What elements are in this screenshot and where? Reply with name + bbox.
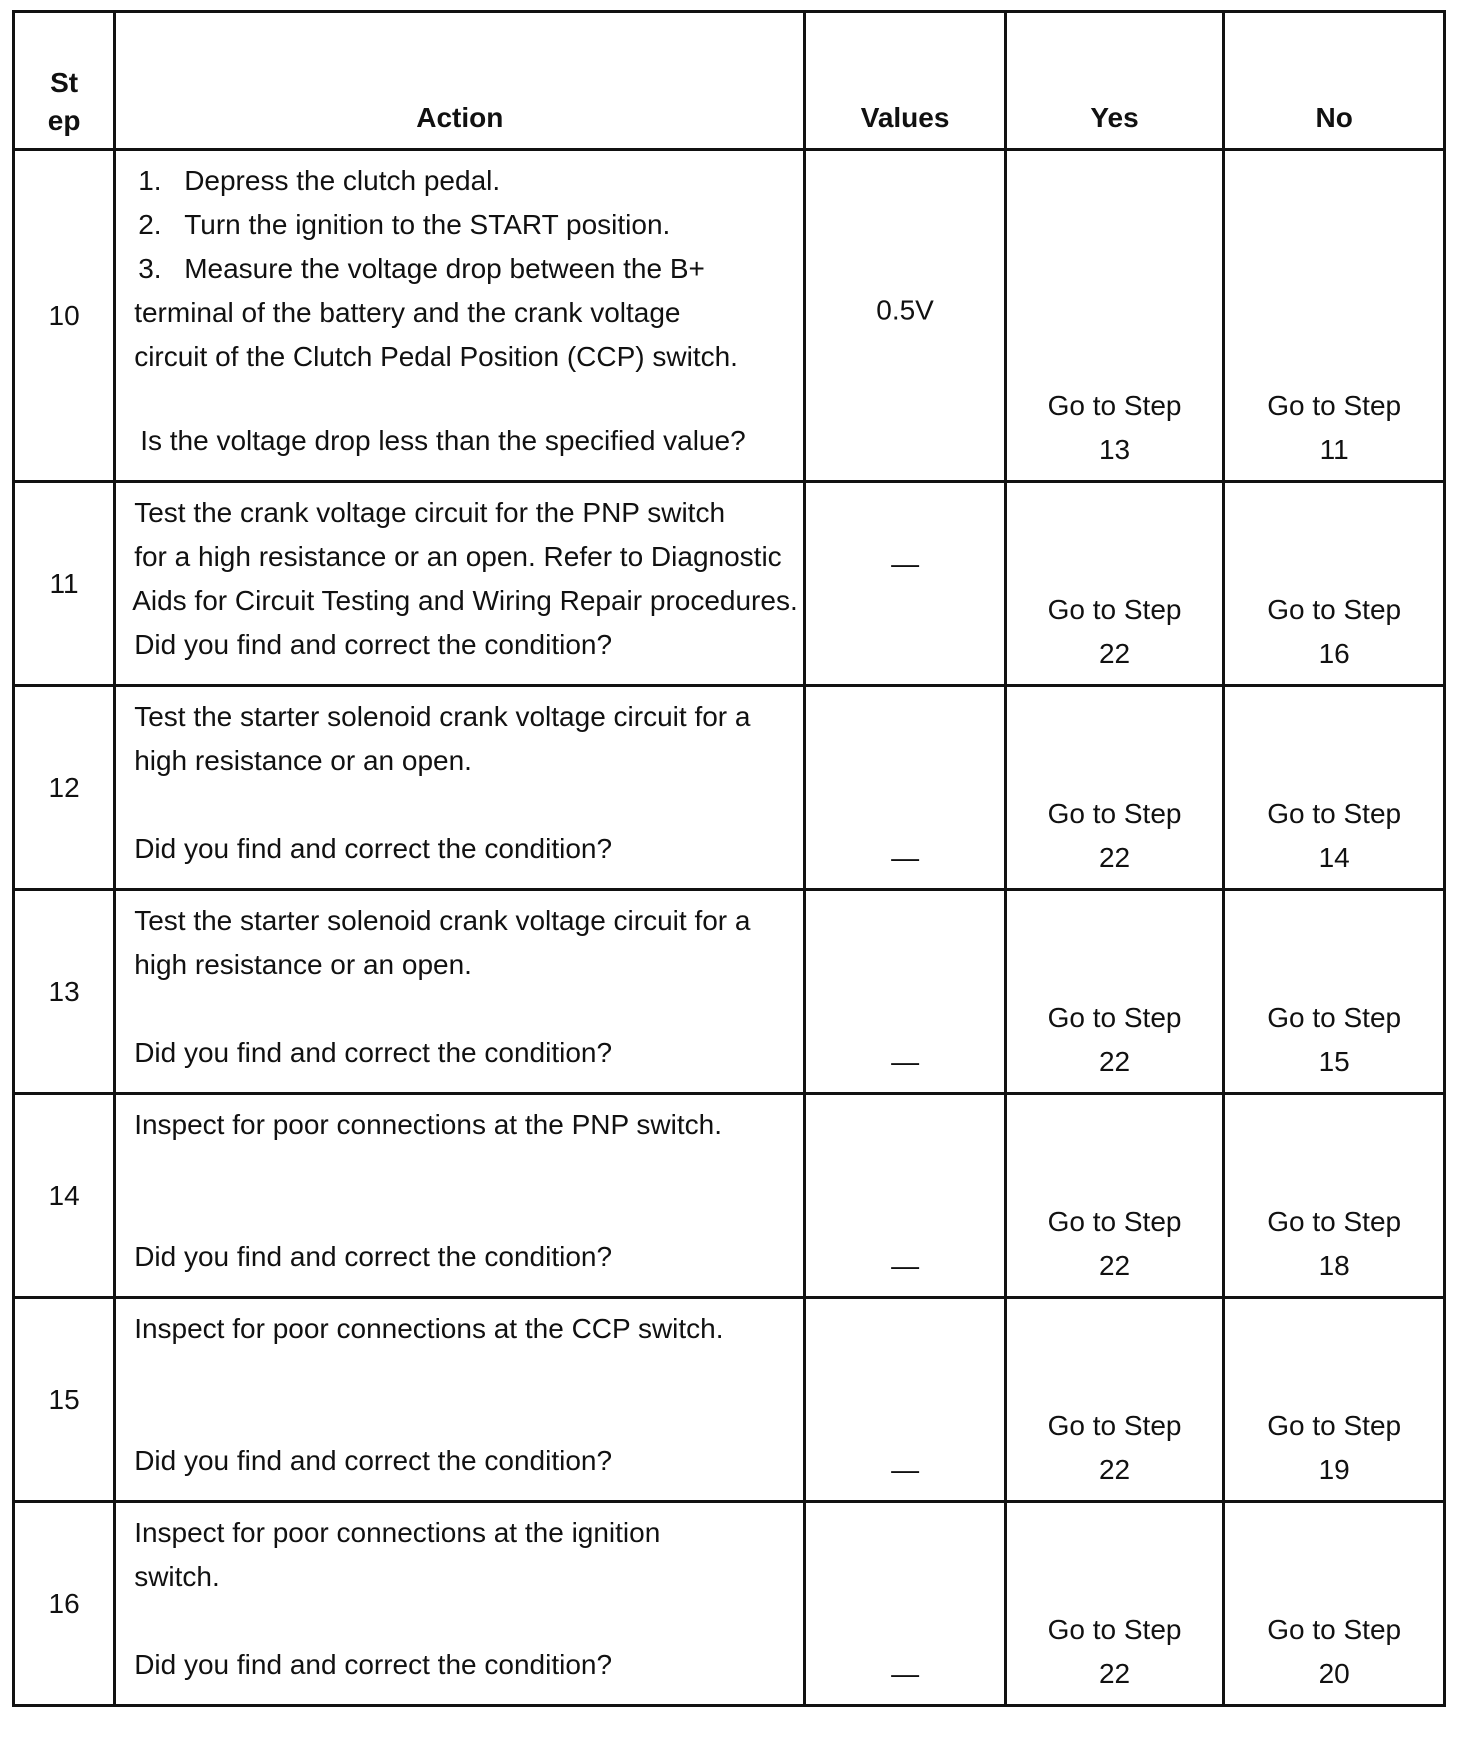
no-cell <box>1224 1298 1445 1502</box>
goto-no <box>1225 588 1443 676</box>
action-line: Test the starter solenoid crank voltage circuit for a <box>134 701 751 732</box>
yes-cell <box>1005 482 1224 686</box>
action-cell <box>115 686 805 890</box>
yes-cell <box>1005 890 1224 1094</box>
yes-column-header: Yes <box>1005 12 1224 150</box>
goto-label: Go to Step <box>1047 594 1182 625</box>
action-line: Test the crank voltage circuit for the PNP switch <box>134 497 726 528</box>
goto-no <box>1225 1608 1443 1696</box>
action-line: switch. <box>134 1561 220 1592</box>
action-line: high resistance or an open. <box>134 745 472 776</box>
table-row <box>14 1502 1445 1706</box>
goto-step-number: 11 <box>1319 434 1349 465</box>
action-line: circuit of the Clutch Pedal Position (CCP) switch. <box>134 341 738 372</box>
no-cell <box>1224 150 1445 482</box>
goto-label: Go to Step <box>1267 390 1402 421</box>
step-number: 15 <box>14 1298 115 1502</box>
goto-yes <box>1007 792 1223 880</box>
goto-step-number: 22 <box>1098 638 1131 669</box>
value-cell <box>805 1094 1005 1298</box>
goto-label: Go to Step <box>1047 798 1182 829</box>
step-number: 13 <box>14 890 115 1094</box>
goto-step-number: 14 <box>1318 842 1350 873</box>
action-cell <box>115 890 805 1094</box>
goto-no <box>1225 792 1443 880</box>
value-cell <box>805 482 1005 686</box>
goto-no <box>1225 1404 1443 1492</box>
action-cell <box>115 1298 805 1502</box>
goto-label: Go to Step <box>1267 1410 1402 1441</box>
goto-label: Go to Step <box>1047 390 1182 421</box>
goto-label: Go to Step <box>1047 1614 1182 1645</box>
action-cell <box>115 1502 805 1706</box>
value-text: 0.5V <box>876 294 934 326</box>
action-question: Did you find and correct the condition? <box>134 629 613 660</box>
goto-step-number: 22 <box>1098 842 1131 873</box>
values-column-header: Values <box>805 12 1005 150</box>
action-step-line: 1. Depress the clutch pedal. <box>138 165 501 196</box>
yes-cell <box>1005 1502 1224 1706</box>
goto-step-number: 20 <box>1318 1658 1350 1689</box>
action-cell <box>115 1094 805 1298</box>
yes-cell <box>1005 686 1224 890</box>
yes-cell <box>1005 1094 1224 1298</box>
no-cell <box>1224 686 1445 890</box>
value-text: — <box>891 1046 920 1077</box>
value-text: — <box>891 547 920 579</box>
goto-label: Go to Step <box>1047 1206 1182 1237</box>
action-step-line: 2. Turn the ignition to the START position. <box>138 209 671 240</box>
goto-label: Go to Step <box>1267 594 1402 625</box>
header-row <box>14 12 1445 150</box>
goto-yes <box>1007 996 1223 1084</box>
action-step-line: 3. Measure the voltage drop between the B+ <box>138 253 705 284</box>
goto-yes <box>1007 1200 1223 1288</box>
value-text: — <box>891 842 920 873</box>
action-question: Did you find and correct the condition? <box>134 1037 613 1068</box>
table-row <box>14 1298 1445 1502</box>
table-row <box>14 890 1445 1094</box>
action-line: Test the starter solenoid crank voltage circuit for a <box>134 905 751 936</box>
action-question: Did you find and correct the condition? <box>134 1445 613 1476</box>
action-question: Did you find and correct the condition? <box>134 833 613 864</box>
action-question: Is the voltage drop less than the specified value? <box>140 425 746 456</box>
step-header-line-2: ep <box>47 105 81 136</box>
goto-no <box>1225 384 1443 472</box>
action-line: Inspect for poor connections at the ignition <box>134 1517 661 1548</box>
yes-cell <box>1005 150 1224 482</box>
value-cell <box>805 1298 1005 1502</box>
action-question: Did you find and correct the condition? <box>134 1649 613 1680</box>
value-text: — <box>891 1658 920 1689</box>
goto-label: Go to Step <box>1047 1410 1182 1441</box>
goto-label: Go to Step <box>1047 1002 1182 1033</box>
goto-yes <box>1007 384 1223 472</box>
step-column-header <box>14 12 115 150</box>
action-line: Inspect for poor connections at the CCP switch. <box>134 1313 724 1344</box>
step-number: 10 <box>14 150 115 482</box>
goto-no <box>1225 1200 1443 1288</box>
no-cell <box>1224 1502 1445 1706</box>
no-cell <box>1224 1094 1445 1298</box>
table-row <box>14 482 1445 686</box>
action-line: for a high resistance or an open. Refer to Diagnostic <box>134 541 782 572</box>
table-row <box>14 686 1445 890</box>
step-number: 14 <box>14 1094 115 1298</box>
step-number: 11 <box>14 482 115 686</box>
goto-step-number: 22 <box>1098 1250 1131 1281</box>
goto-no <box>1225 996 1443 1084</box>
goto-step-number: 22 <box>1098 1046 1131 1077</box>
goto-step-number: 19 <box>1318 1454 1350 1485</box>
no-column-header: No <box>1224 12 1445 150</box>
value-cell <box>805 1502 1005 1706</box>
action-line: Aids for Circuit Testing and Wiring Repair procedures. <box>132 585 798 616</box>
value-text: — <box>891 1454 920 1485</box>
no-cell <box>1224 482 1445 686</box>
goto-label: Go to Step <box>1267 1614 1402 1645</box>
goto-step-number: 22 <box>1098 1658 1131 1689</box>
action-line: Inspect for poor connections at the PNP switch. <box>134 1109 722 1140</box>
action-cell <box>115 482 805 686</box>
goto-step-number: 16 <box>1318 638 1350 669</box>
goto-label: Go to Step <box>1267 1206 1402 1237</box>
action-column-header: Action <box>115 12 805 150</box>
goto-step-number: 18 <box>1318 1250 1350 1281</box>
value-cell <box>805 150 1005 482</box>
step-header-line-1: St <box>50 67 79 98</box>
step-number: 12 <box>14 686 115 890</box>
diagnostic-table <box>12 10 1446 1707</box>
action-cell <box>115 150 805 482</box>
value-cell <box>805 890 1005 1094</box>
goto-step-number: 13 <box>1098 434 1131 465</box>
action-line: terminal of the battery and the crank voltage <box>134 297 681 328</box>
goto-yes <box>1007 1404 1223 1492</box>
table-row <box>14 1094 1445 1298</box>
goto-label: Go to Step <box>1267 798 1402 829</box>
table-row <box>14 150 1445 482</box>
no-cell <box>1224 890 1445 1094</box>
yes-cell <box>1005 1298 1224 1502</box>
goto-label: Go to Step <box>1267 1002 1402 1033</box>
value-cell <box>805 686 1005 890</box>
goto-step-number: 15 <box>1318 1046 1350 1077</box>
goto-yes <box>1007 588 1223 676</box>
action-question: Did you find and correct the condition? <box>134 1241 613 1272</box>
value-text: — <box>891 1250 920 1281</box>
goto-step-number: 22 <box>1098 1454 1131 1485</box>
action-line: high resistance or an open. <box>134 949 472 980</box>
step-number: 16 <box>14 1502 115 1706</box>
goto-yes <box>1007 1608 1223 1696</box>
